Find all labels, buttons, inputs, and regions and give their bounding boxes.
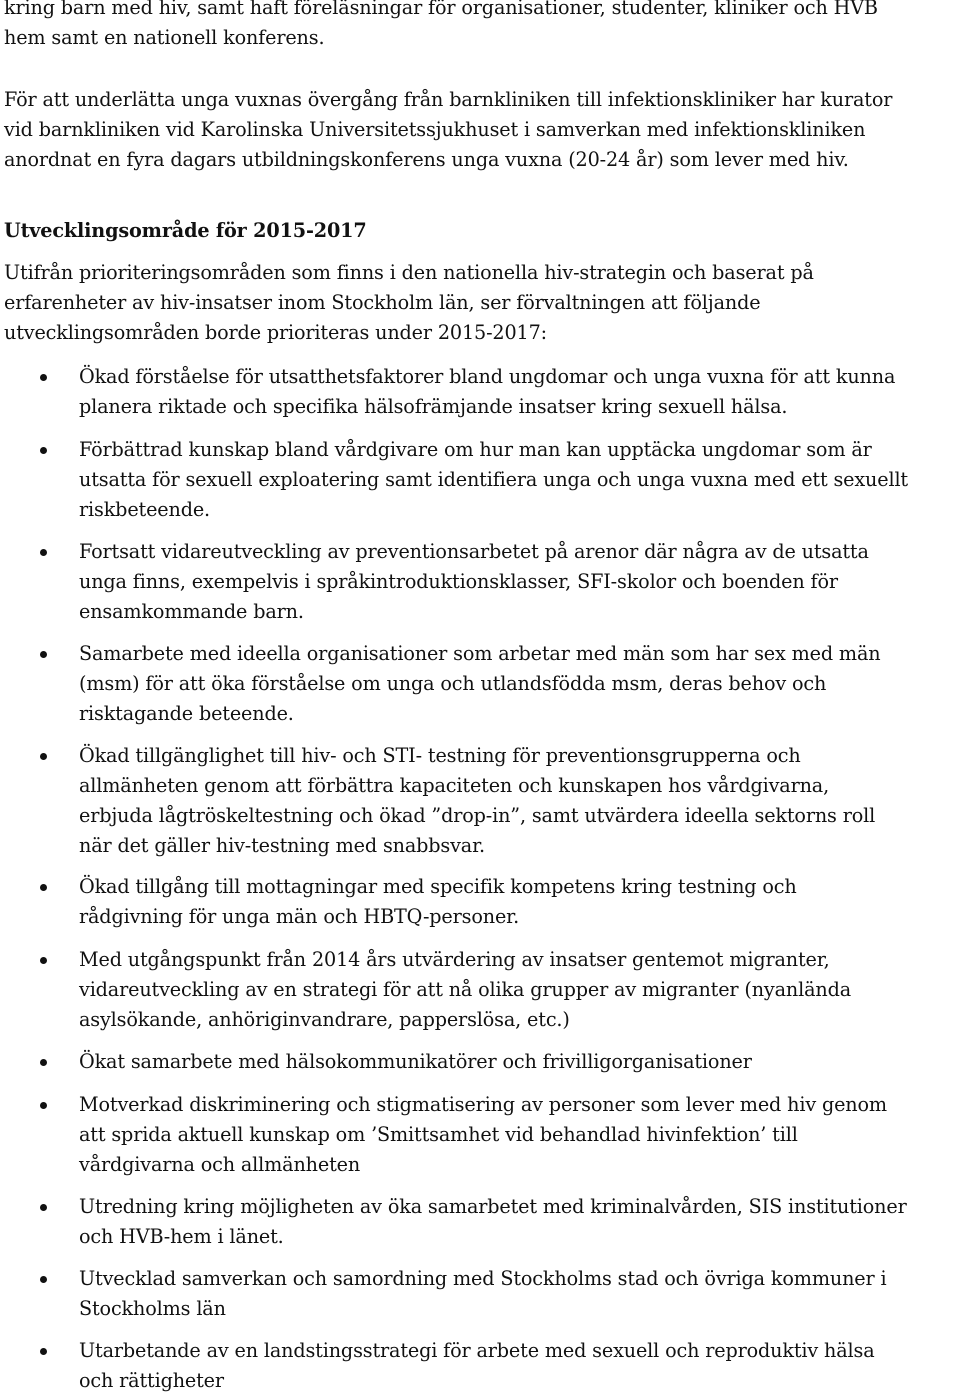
- bullet-dot-icon: [40, 1059, 47, 1066]
- bullet-dot-icon: [40, 884, 47, 891]
- paragraph-development-intro: Utifrån prioriteringsområden som finns i den nationella hiv-strategin och baserat på erfarenheter av hiv-insatser inom Stockholm län, ser förvaltningen att följande utvecklingsområden borde prioriteras under 2015-2017:: [4, 261, 814, 344]
- bullet-text: Fortsatt vidareutveckling av preventionsarbetet på arenor där några av de utsatta unga finns, exempelvis i språkintroduktionsklasser, SFI-skolor och boenden för ensamkommande barn.: [79, 540, 869, 623]
- bullet-dot-icon: [40, 1276, 47, 1283]
- bullet-text: Utredning kring möjligheten av öka samarbetet med kriminalvården, SIS institutioner och HVB-hem i länet.: [79, 1195, 907, 1248]
- bullet-text: Ökat samarbete med hälsokommunikatörer och frivilligorganisationer: [79, 1050, 752, 1073]
- bullet-text: Utarbetande av en landstingsstrategi för arbete med sexuell och reproduktiv hälsa och rättigheter: [79, 1339, 875, 1392]
- bullet-dot-icon: [40, 549, 47, 556]
- bullet-text: Ökad förståelse för utsatthetsfaktorer bland ungdomar och unga vuxna för att kunna planera riktade och specifika hälsofrämjande insatser kring sexuell hälsa.: [79, 365, 896, 418]
- bullet-text: Med utgångspunkt från 2014 års utvärdering av insatser gentemot migranter, vidareutveckling av en strategi för att nå olika grupper av migranter (nyanlända asylsökande, anhöriginvandrare, papperslösa, etc.): [79, 948, 852, 1031]
- bullet-dot-icon: [40, 1204, 47, 1211]
- paragraph-transition: För att underlätta unga vuxnas övergång från barnkliniken till infektionskliniker har kurator vid barnkliniken vid Karolinska Universitetssjukhuset i samverkan med infektionskliniken anordnat en fyra dagars utbildningskonferens unga vuxna (20-24 år) som lever med hiv.: [4, 88, 893, 171]
- paragraph-intro-continuation: kring barn med hiv, samt haft föreläsningar för organisationer, studenter, kliniker och HVB hem samt en nationell konferens.: [4, 0, 878, 49]
- bullet-dot-icon: [40, 957, 47, 964]
- bullet-dot-icon: [40, 447, 47, 454]
- bullet-text: Motverkad diskriminering och stigmatisering av personer som lever med hiv genom att sprida aktuell kunskap om ’Smittsamhet vid behandlad hivinfektion’ till vårdgivarna och allmänheten: [79, 1093, 887, 1176]
- bullet-dot-icon: [40, 651, 47, 658]
- section-heading: Utvecklingsområde för 2015-2017: [4, 219, 367, 242]
- bullet-dot-icon: [40, 1102, 47, 1109]
- bullet-text: Utvecklad samverkan och samordning med Stockholms stad och övriga kommuner i Stockholms län: [79, 1267, 887, 1320]
- bullet-dot-icon: [40, 374, 47, 381]
- bullet-text: Samarbete med ideella organisationer som arbetar med män som har sex med män (msm) för att öka förståelse om unga och utlandsfödda msm, deras behov och risktagande beteende.: [79, 642, 881, 725]
- bullet-text: Ökad tillgänglighet till hiv- och STI- testning för preventionsgrupperna och allmänheten genom att förbättra kapaciteten och kunskapen hos vårdgivarna, erbjuda lågtröskeltestning och ökad ”drop-in”, samt utvärdera ideella sektorns roll när det gäller hiv-testning med snabbsvar.: [79, 744, 876, 857]
- bullet-text: Förbättrad kunskap bland vårdgivare om hur man kan upptäcka ungdomar som är utsatta för sexuell exploatering samt identifiera unga och unga vuxna med ett sexuellt riskbeteende.: [79, 438, 908, 521]
- bullet-text: Ökad tillgång till mottagningar med specifik kompetens kring testning och rådgivning för unga män och HBTQ-personer.: [79, 875, 797, 928]
- bullet-dot-icon: [40, 1348, 47, 1355]
- bullet-dot-icon: [40, 753, 47, 760]
